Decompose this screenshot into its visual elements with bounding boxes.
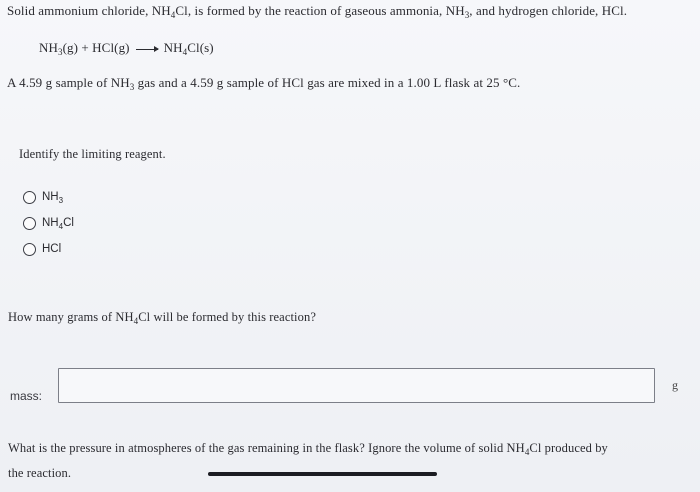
option-hcl[interactable] [23, 240, 61, 258]
pressure-question-continued: the reaction. [8, 466, 72, 480]
radio-button[interactable] [23, 243, 36, 256]
sample-description: A 4.59 g sample of $NH_3$ gas and a 4.59 g sample of HCl gas are mixed in a 1.00 L flask at 25 °C. [7, 75, 521, 92]
radio-button[interactable] [23, 217, 36, 230]
pressure-question: What is the pressure in atmospheres of the gas remaining in the flask? Ignore the volume of solid $NH_4Cl$ produced by [8, 441, 608, 457]
option-nh3[interactable] [23, 188, 63, 206]
mass-unit: g [672, 378, 678, 392]
option-label: HCl [42, 243, 62, 255]
option-nh4cl[interactable] [23, 214, 74, 232]
limiting-reagent-prompt: Identify the limiting reagent. [19, 147, 166, 161]
intro-text: Solid ammonium chloride, $NH_4Cl$, is formed by the reaction of gaseous ammonia, $NH_3$, and hydrogen chloride, HCl. [7, 3, 628, 20]
reaction-arrow-icon [136, 49, 158, 50]
scroll-indicator-bar [208, 472, 437, 476]
option-label: $NH_4Cl$ [42, 217, 74, 231]
reaction-equation: $NH_3(g) + HCl(g)$ $NH_4Cl(s)$ [39, 40, 214, 57]
option-label: $NH_3$ [42, 191, 64, 205]
mass-question: How many grams of $NH_4Cl$ will be formed by this reaction? [8, 310, 316, 326]
mass-field-label: mass: [10, 389, 43, 403]
radio-button[interactable] [23, 191, 36, 204]
mass-input[interactable] [58, 368, 655, 403]
